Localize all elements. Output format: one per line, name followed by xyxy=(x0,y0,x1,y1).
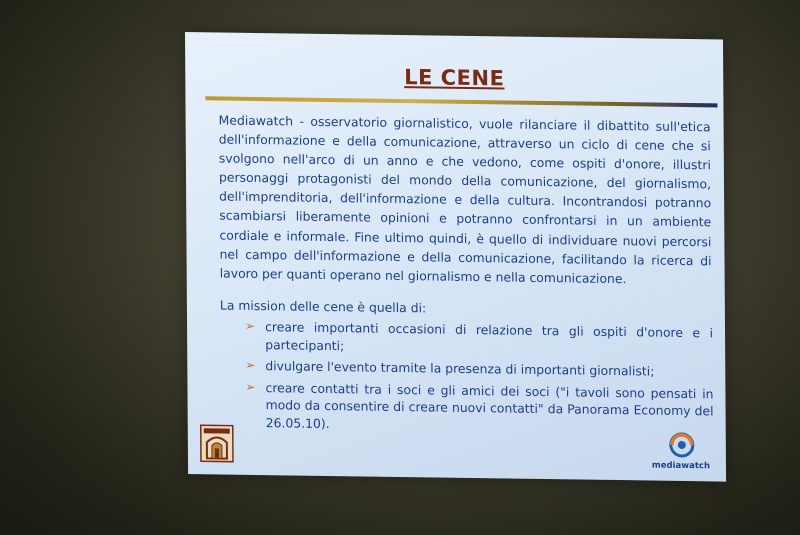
arrow-bullet-icon: ➢ xyxy=(244,318,256,333)
mission-heading: La mission delle cene è quella di: xyxy=(219,297,427,316)
intro-paragraph: Mediawatch - osservatorio giornalistico, vuole rilanciare il dibattito sull'etica dell'informazione e della comunicazione, attraverso un ciclo di cene che si svolgono nell'arco di un anno e che vedono, come ospiti d'onore, illustri personaggi protagonisti del mondo della comunicazione, del giornalismo, dell'imprenditoria, dell'informazione e della cultura. Incontrandosi potranno scambiarsi liberamente opinioni e potranno confrontarsi in un ambiente cordiale e informale. Fine ultimo quindi, è quello di individuare nuovi percorsi nel campo dell'informazione e della comunicazione, facilitando la ricerca di lavoro per quanti operano nel giornalismo e nella comunicazione. xyxy=(218,112,712,286)
arrow-bullet-icon: ➢ xyxy=(245,379,256,394)
bullet-text: divulgare l'evento tramite la presenza di importanti giornalisti; xyxy=(265,358,655,379)
list-item xyxy=(243,357,713,381)
mediawatch-logo-icon xyxy=(650,430,712,473)
list-item xyxy=(243,378,713,437)
logo-text: mediawatch xyxy=(651,460,711,472)
list-item xyxy=(243,318,713,360)
title-divider xyxy=(205,96,717,107)
crest-icon xyxy=(200,424,234,462)
arrow-bullet-icon: ➢ xyxy=(245,357,256,372)
bullet-text: creare importanti occasioni di relazione tra gli ospiti d'onore e i partecipanti; xyxy=(264,319,714,353)
mission-list xyxy=(243,318,714,442)
projected-slide xyxy=(185,32,726,482)
bullet-text: creare contatti tra i soci e gli amici dei soci ("i tavoli sono pensati in modo da consentire di creare nuovi contatti" da Panorama Economy del 26.05.10). xyxy=(265,379,714,431)
slide-title: LE CENE xyxy=(404,65,505,91)
